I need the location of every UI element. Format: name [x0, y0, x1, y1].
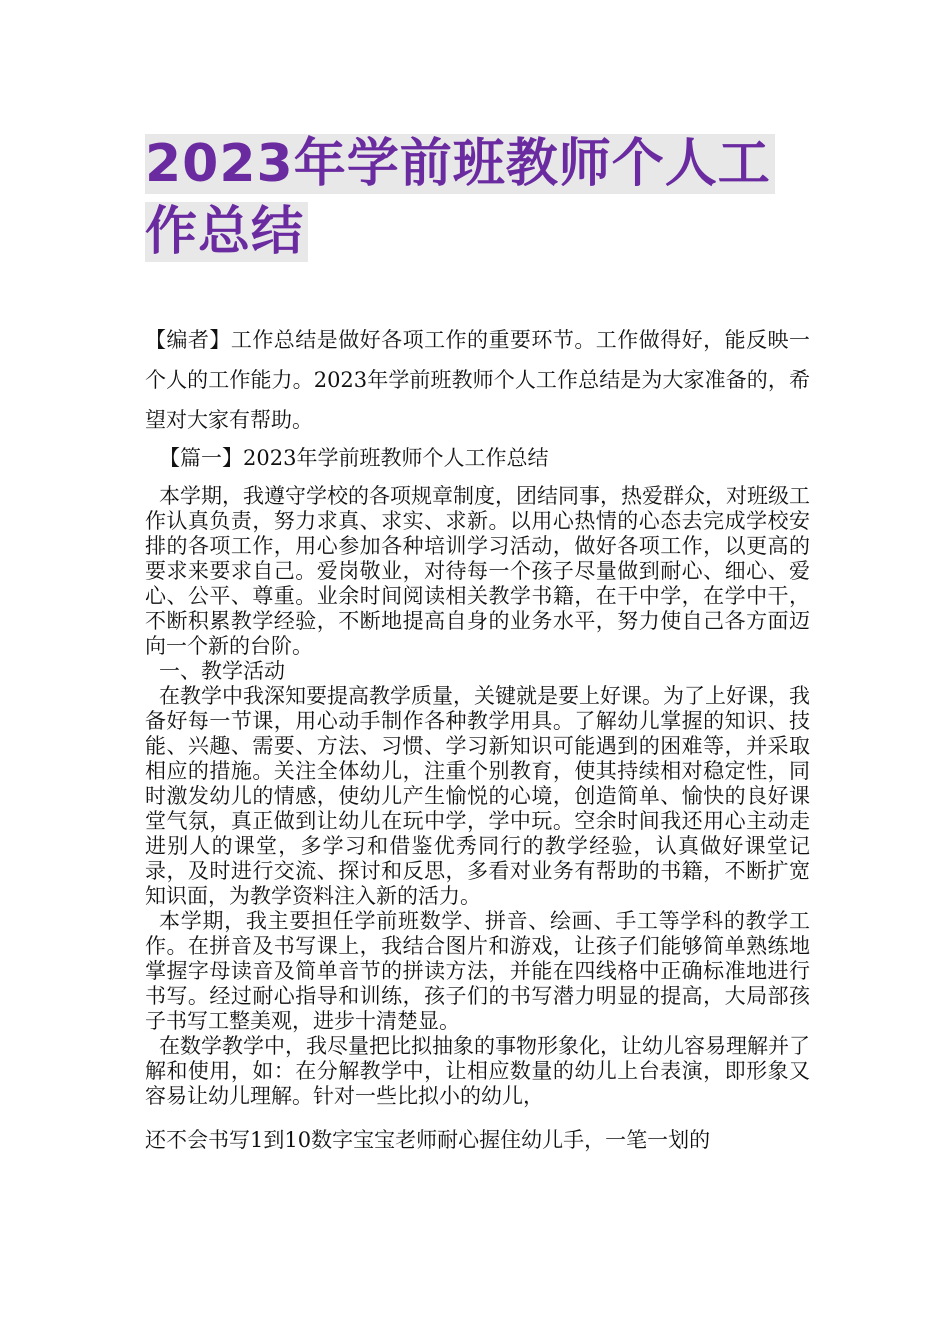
paragraph-4-continued: 还不会书写1到10数字宝宝老师耐心握住幼儿手，一笔一划的: [145, 1128, 711, 1152]
paragraph-3: 本学期，我主要担任学前班数学、拼音、绘画、手工等学科的教学工作。在拼音及书写课上，我结合图片和游戏，让孩子们能够简单熟练地掌握字母读音及简单音节的拼读方法，并能在四线格中正确标准地进行书写。经过耐心指导和训练，孩子们的书写潜力明显的提高，大局部孩子书写工整美观，进步十清楚显。: [145, 909, 810, 1033]
document-title: [145, 130, 810, 266]
document-page: [145, 130, 810, 1159]
document-title-text: 2023年学前班教师个人工作总结: [145, 134, 775, 262]
paragraph-4: 在数学教学中，我尽量把比拟抽象的事物形象化，让幼儿容易理解并了解和使用，如：在分解教学中，让相应数量的幼儿上台表演，即形象又容易让幼儿理解。针对一些比拟小的幼儿，: [145, 1034, 810, 1108]
editor-intro: 【编者】工作总结是做好各项工作的重要环节。工作做得好，能反映一个人的工作能力。2023年学前班教师个人工作总结是为大家准备的，希望对大家有帮助。: [145, 328, 810, 432]
part-heading: 【篇一】2023年学前班教师个人工作总结: [159, 446, 549, 470]
paragraph-1: 本学期，我遵守学校的各项规章制度，团结同事，热爱群众，对班级工作认真负责，努力求真、求实、求新。以用心热情的心态去完成学校安排的各项工作，用心参加各种培训学习活动，做好各项工作，以更高的要求来要求自己。爱岗敬业，对待每一个孩子尽量做到耐心、细心、爱心、公平、尊重。业余时间阅读相关教学书籍，在干中学，在学中干，不断积累教学经验，不断地提高自身的业务水平，努力使自己各方面迈向一个新的台阶。: [145, 484, 810, 658]
paragraph-2: 在教学中我深知要提高教学质量，关键就是要上好课。为了上好课，我备好每一节课，用心动手制作各种教学用具。了解幼儿掌握的知识、技能、兴趣、需要、方法、习惯、学习新知识可能遇到的困难等，并采取相应的措施。关注全体幼儿，注重个别教育，使其持续相对稳定性，同时激发幼儿的情感，使幼儿产生愉悦的心境，创造简单、愉快的良好课堂气氛，真正做到让幼儿在玩中学，学中玩。空余时间我还用心主动走进别人的课堂，多学习和借鉴优秀同行的教学经验，认真做好课堂记录，及时进行交流、探讨和反思，多看对业务有帮助的书籍，不断扩宽知识面，为教学资料注入新的活力。: [145, 684, 810, 908]
section-heading-teaching: 一、教学活动: [159, 659, 285, 683]
